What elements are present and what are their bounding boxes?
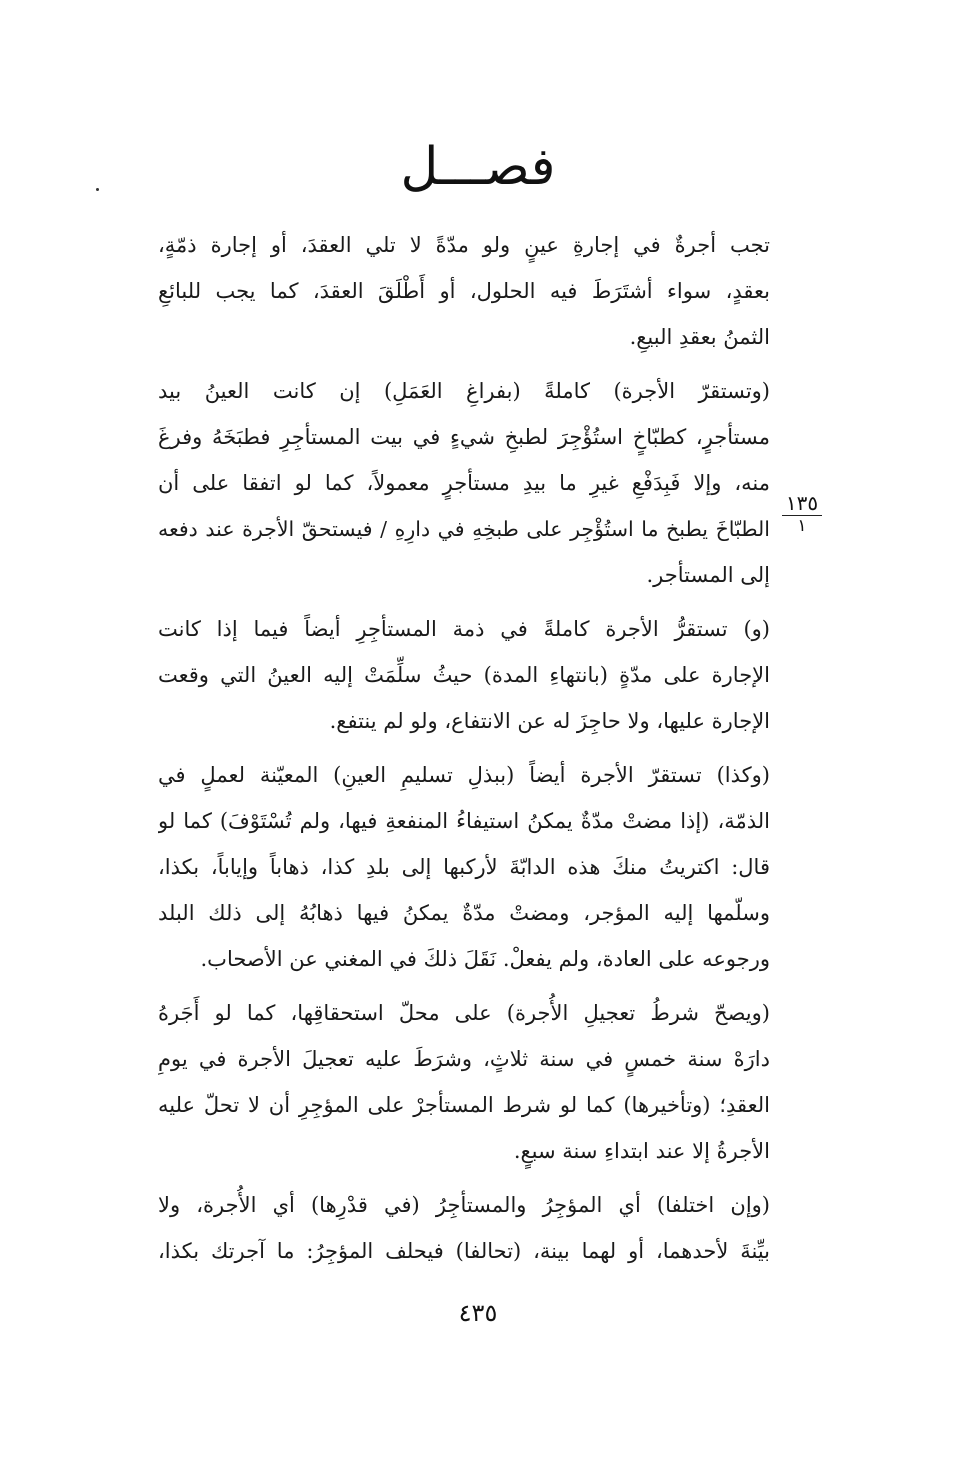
text-line: (وإن اختلفا) أي المؤجِرُ والمستأجِرُ (في قدْرِها) أي الأُجرة، ولا bbox=[158, 1193, 770, 1217]
paragraph-6 bbox=[158, 1182, 770, 1274]
text-line: (وتستقرّ الأجرة) كاملةً (بفراغِ العَمَلِ) إن كانت العينُ بيد bbox=[158, 379, 770, 403]
manuscript-folio-marker bbox=[772, 492, 832, 536]
text-line: الإجارة عليها، ولا حاجِزَ له عن الانتفاع، ولو لم ينتفع. bbox=[329, 709, 770, 733]
text-line: العقدِ؛ (وتأخيرها) كما لو شرط المستأجرْ على المؤجِرِ أن لا تحلّ عليه bbox=[158, 1093, 770, 1117]
text-line: الثمنُ بعقدِ البيعِ. bbox=[629, 325, 770, 349]
text-line: الذمّة، (إذا مضتْ مدّةٌ يمكنُ استيفاءُ المنفعةِ فيها، ولم تُسْتَوْفَ) كما لو bbox=[158, 809, 770, 833]
text-line: (وكذا) تستقرّ الأجرة أيضاً (ببذلِ تسليمِ العينِ) المعيّنة لعملٍ في bbox=[158, 763, 770, 787]
text-line: الأجرةُ إلا عند ابتداءِ سنة سبعٍ. bbox=[513, 1139, 770, 1163]
section-heading: فصـــل bbox=[400, 137, 556, 197]
text-line: بيِّنةَ لأحدهما، أو لهما بينة، (تحالفا) فيحلف المؤجِرُ: ما آجرتك بكذا، bbox=[158, 1239, 770, 1263]
paragraph-1 bbox=[158, 222, 770, 360]
folio-number: ١٣٥ bbox=[782, 492, 822, 516]
text-line: الإجارة على مدّةٍ (بانتهاءِ المدة) حيثُ سلِّمَتْ إليه العينُ التي وقعت bbox=[158, 663, 770, 687]
page-number: ٤٣٥ bbox=[458, 1299, 498, 1327]
paragraph-2 bbox=[158, 368, 770, 598]
body-text bbox=[158, 222, 770, 1282]
paragraph-3 bbox=[158, 606, 770, 744]
text-line: تجب أجرةٌ في إجارةِ عينٍ ولو مدّةً لا تلي العقدَ، أو إجارة ذمّةٍ، bbox=[158, 233, 770, 257]
text-line: دارَهْ سنة خمسٍ في سنة ثلاثٍ، وشرَطَ عليه تعجيلَ الأجرة في يومِ bbox=[158, 1047, 770, 1071]
folio-side: ١ bbox=[797, 516, 807, 536]
text-line: بعقدٍ، سواء أشتَرَطَ فيه الحلول، أو أَطْلَقَ العقدَ، كما يجب للبائعِ bbox=[158, 279, 770, 303]
paragraph-5 bbox=[158, 990, 770, 1174]
text-line: ورجوعه على العادة، ولم يفعلْ. نَقَلَ ذلكَ في المغني عن الأصحاب. bbox=[200, 947, 770, 971]
text-line: (و) تستقرُّ الأجرة كاملةً في ذمة المستأجِرِ أيضاً فيما إذا كانت bbox=[158, 617, 770, 641]
text-line: مستأجرٍ، كطبّاخٍ استُؤْجِرَ لطبخِ شيءٍ في بيت المستأجِرِ فطبَخَهُ وفرغَ bbox=[158, 425, 770, 449]
text-line: قال: اكتريتُ منكَ هذه الدابّةَ لأركبها إلى بلدِ كذا، ذهاباً وإياباً، بكذا، bbox=[158, 855, 770, 879]
paragraph-4 bbox=[158, 752, 770, 982]
text-line: إلى المستأجر. bbox=[646, 563, 770, 587]
text-line: الطبّاخَ يطبخ ما استُؤْجِر على طبخِهِ في دارِهِ / فيستحقّ الأجرة عند دفعه bbox=[158, 517, 770, 541]
text-line: (ويصحّ شرطُ تعجيلِ الأُجرة) على محلّ استحقاقِها، كما لو أَجَرهُ bbox=[158, 1001, 770, 1025]
text-line: وسلّمها إليه المؤجر، ومضتْ مدّةٌ يمكنُ فيها ذهابُهُ إلى ذلك البلد bbox=[158, 901, 770, 925]
text-line: منه، وإلا فَبِدَفْعِ غيرِ ما بيدِ مستأجرٍ معمولاً، كما لو اتفقا على أن bbox=[158, 471, 770, 495]
